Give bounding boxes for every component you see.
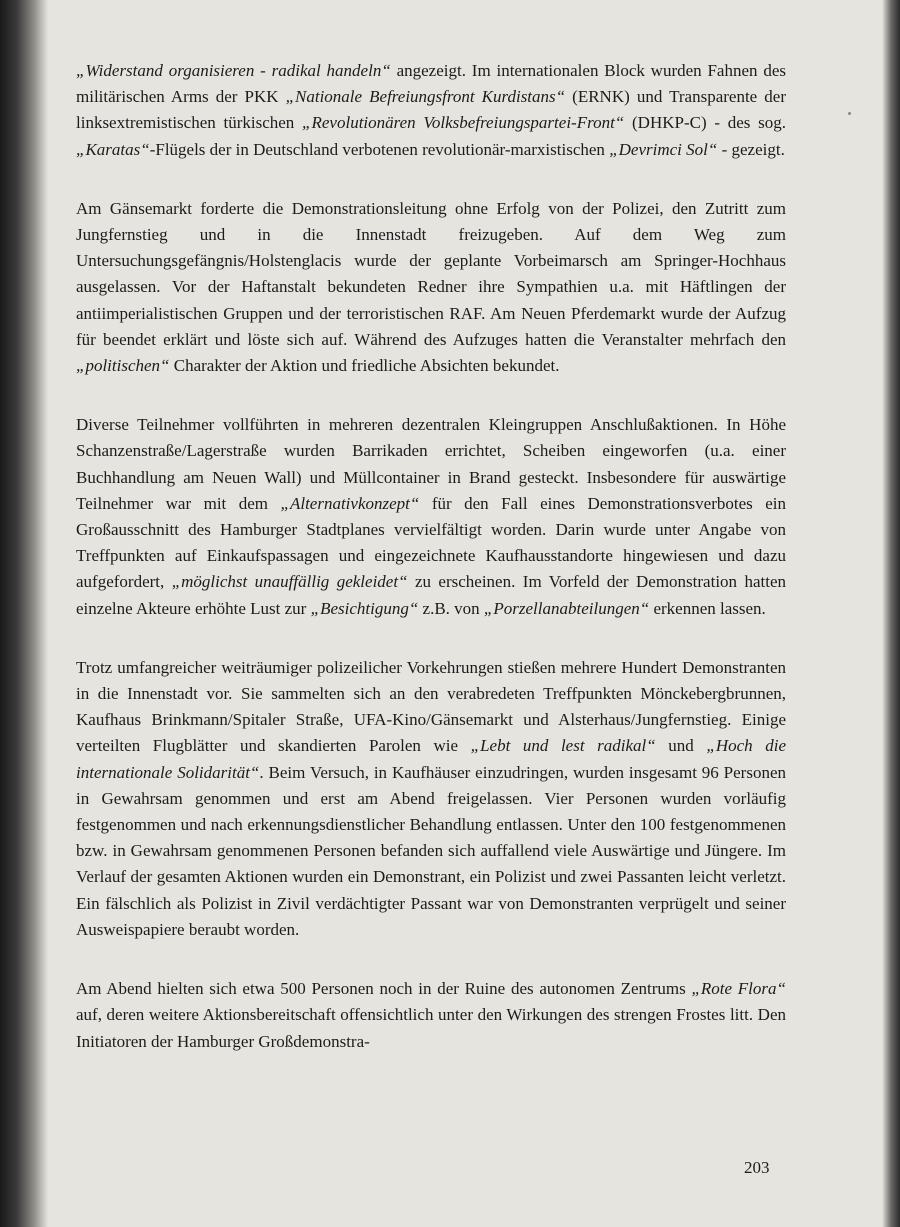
- text-run: und: [655, 736, 707, 756]
- page-number: 203: [744, 1158, 770, 1177]
- book-binding-shadow: [0, 0, 48, 1227]
- text-run: Diverse Teilnehmer vollführten in mehreren dezentralen Kleingruppen Anschlußaktionen. In Höhe Schanzenstraße/Lagerstraße wurden Barrikaden errichtet, Scheiben eingeworfen (u.a. einer Buchhandlung am Neuen Wall) und Müllcontainer in Brand gesteckt. Insbesondere für auswärtige Teilnehmer war mit dem: [76, 415, 786, 513]
- quoted-term: „Porzellanabteilungen“: [483, 598, 650, 618]
- text-run: Am Gänsemarkt forderte die Demonstrationsleitung ohne Erfolg von der Polizei, den Zutritt zum Jungfernstieg und in die Innenstadt freizugeben. Auf dem Weg zum Untersuchungsgefängnis/Holstenglacis wurde der geplante Vorbeimarsch am Springer-Hochhaus ausgelassen. Vor der Haftanstalt bekundeten Redner ihre Sympathien u.a. mit Häftlingen der antiimperialistischen Gruppen und der terroristischen RAF. Am Neuen Pferdemarkt wurde der Aufzug für beendet erklärt und löste sich auf. Während des Aufzuges hatten die Veranstalter mehrfach den: [76, 198, 786, 349]
- quoted-term: „Widerstand organisieren - radikal handeln“: [76, 61, 391, 80]
- text-run: erkennen lassen.: [649, 598, 766, 618]
- quoted-term: „Karatas“: [76, 139, 150, 159]
- quoted-term: „Alternativkonzept“: [280, 493, 420, 513]
- text-run: Trotz umfangreicher weiträumiger polizeilicher Vorkehrungen stießen mehrere Hundert Demonstranten in die Innenstadt vor. Sie sammelten sich an den verabredeten Treffpunkten Mönckebergbrunnen, Kaufhaus Brinkmann/Spitaler Straße, UFA-Kino/Gänsemarkt und Alsterhaus/Jungfernstieg. Einige verteilten Flugblätter und skandierten Parolen wie: [76, 657, 786, 756]
- paragraph-1: [76, 58, 786, 163]
- text-run: -Flügels der in Deutschland verbotenen revolutionär-marxistischen: [149, 139, 610, 159]
- paragraph-2: [76, 196, 786, 379]
- text-run: (ERNK) und Transparente der linksextremistischen türkischen: [76, 87, 786, 133]
- page-edge-shadow: [882, 0, 900, 1227]
- quoted-term: „möglichst unauffällig gekleidet“: [171, 572, 408, 592]
- quoted-term: „Nationale Befreiungsfront Kurdistans“: [285, 87, 566, 107]
- text-run: . Beim Versuch, in Kaufhäuser einzudringen, wurden insgesamt 96 Personen in Gewahrsam genommen und erst am Abend freigelassen. Vier Personen wurden vorläufig festgenommen und nach erkennungsdienstlicher Behandlung entlassen. Unter den 100 festgenommenen bzw. in Gewahrsam genommenen Personen befanden sich auffallend viele Auswärtige und Jüngere. Im Verlauf der gesamten Aktionen wurden ein Demonstrant, ein Polizist und zwei Passanten leicht verletzt. Ein fälschlich als Polizist in Zivil verdächtigter Passant war von Demonstranten verprügelt und seiner Ausweispapiere beraubt worden.: [76, 762, 787, 939]
- paragraph-3: [76, 412, 786, 622]
- quoted-term: „Rote Flora“: [691, 979, 786, 999]
- scan-speck: [848, 112, 851, 115]
- text-run: - gezeigt.: [717, 139, 785, 159]
- quoted-term: „Revolutionären Volksbefreiungspartei-Front“: [302, 113, 625, 133]
- text-run: Am Abend hielten sich etwa 500 Personen noch in der Ruine des autonomen Zentrums: [76, 979, 692, 999]
- quoted-term: „politischen“: [76, 356, 170, 376]
- text-run: angezeigt. Im internationalen Block wurden Fahnen des militärischen Arms der PKK: [76, 61, 786, 107]
- text-run: zu erscheinen. Im Vorfeld der Demonstration hatten einzelne Akteure erhöhte Lust zur: [76, 572, 787, 618]
- document-page: [76, 58, 786, 1088]
- text-run: auf, deren weitere Aktionsbereitschaft offensichtlich unter den Wirkungen des strengen Frostes litt. Den Initiatoren der Hamburger Großdemonstra-: [76, 1005, 786, 1051]
- quoted-term: „Lebt und lest radikal“: [470, 736, 656, 756]
- paragraph-4: [76, 655, 786, 943]
- text-run: Charakter der Aktion und friedliche Absichten bekundet.: [169, 356, 560, 376]
- quoted-term: „Devrimci Sol“: [609, 139, 718, 159]
- text-run: z.B. von: [418, 598, 484, 618]
- text-run: für den Fall eines Demonstrationsverbotes ein Großausschnitt des Hamburger Stadtplanes vervielfältigt worden. Darin wurde unter Angabe von Treffpunkten auf Einkaufspassagen und eingezeichnete Kaufhausstandorte hingewiesen und dazu aufgefordert,: [76, 493, 786, 592]
- paragraph-5: [76, 976, 786, 1055]
- text-run: (DHKP-C) - des sog.: [624, 113, 787, 133]
- quoted-term: „Hoch die internationale Solidarität“: [76, 736, 787, 782]
- quoted-term: „Besichtigung“: [310, 598, 419, 618]
